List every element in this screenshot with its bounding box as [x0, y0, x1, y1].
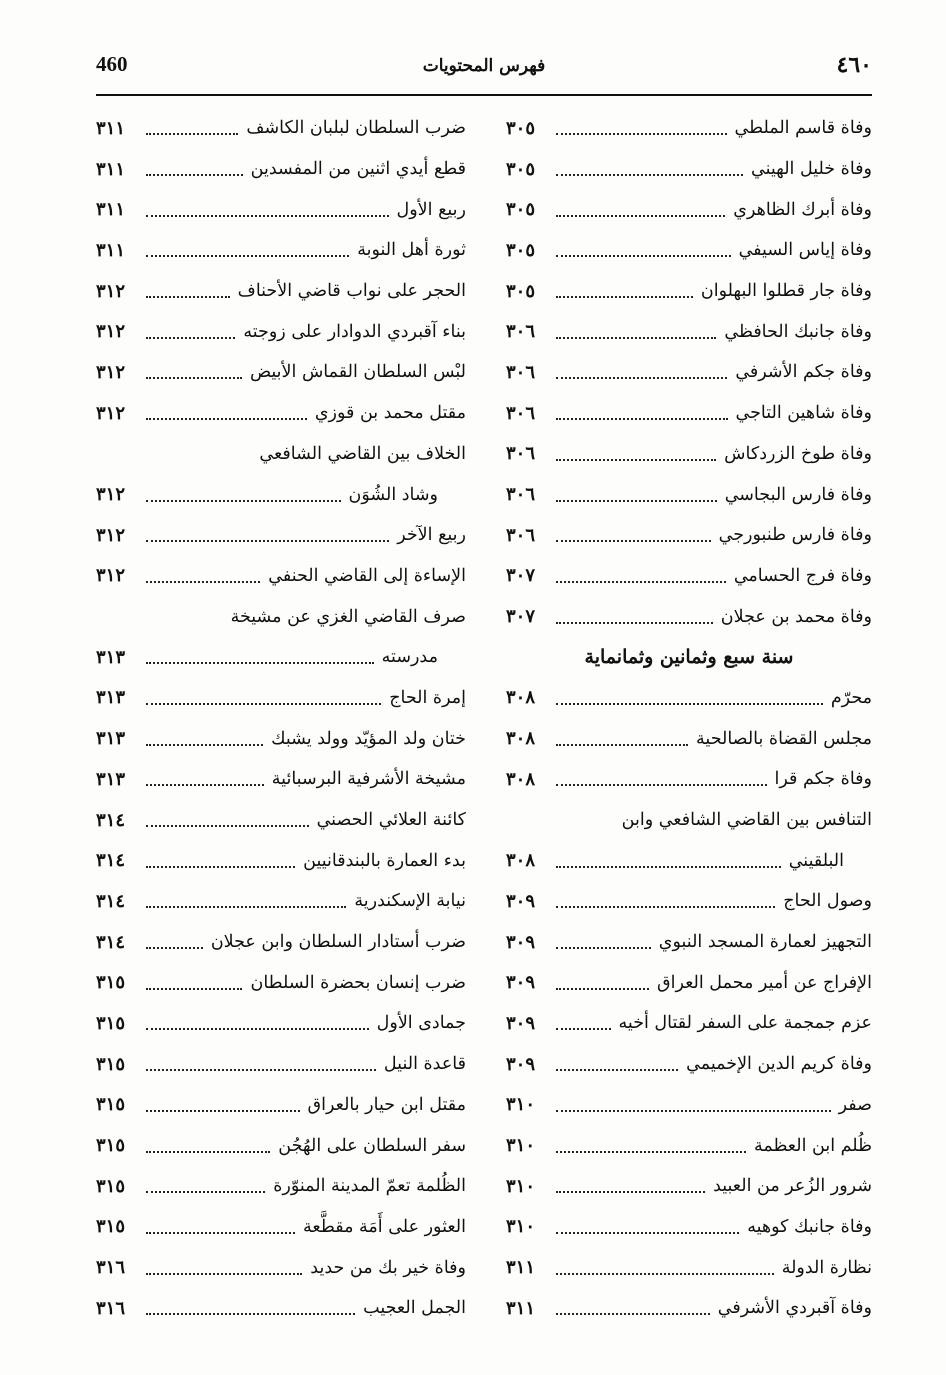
- entry-page-number: ٣٠٦: [506, 402, 536, 424]
- entry-title: سنة سبع وثمانين وثمانماية: [584, 646, 794, 669]
- toc-entry: [506, 596, 872, 637]
- toc-entry: [506, 556, 872, 597]
- toc-entry: [96, 311, 466, 352]
- entry-title: إمرة الحاج: [389, 687, 466, 708]
- entry-page-number: ٣١٥: [96, 972, 126, 994]
- toc-entry: [506, 1085, 872, 1126]
- entry-title: وفاة قاسم الملطي: [734, 118, 872, 139]
- dot-leader: [146, 296, 230, 298]
- toc-entry: [506, 352, 872, 393]
- entry-title: قاعدة النيل: [383, 1054, 466, 1075]
- entry-title: وفاة إياس السيفي: [738, 240, 872, 261]
- dot-leader: [556, 1028, 611, 1030]
- toc-entry: [96, 596, 466, 637]
- entry-title: مقتل ابن حيار بالعراق: [307, 1094, 466, 1115]
- dot-leader: [146, 215, 389, 217]
- entry-title: ضرب إنسان بحضرة السلطان: [250, 972, 466, 993]
- dot-leader: [146, 1232, 295, 1234]
- entry-title: وفاة خير بك من حديد: [310, 1257, 466, 1278]
- dot-leader: [146, 1028, 369, 1030]
- dot-leader: [556, 133, 727, 135]
- entry-title: ضرب السلطان لبلبان الكاشف: [246, 118, 466, 139]
- entry-page-number: ٣١٣: [96, 768, 126, 790]
- toc-column-right: [506, 108, 872, 1329]
- page-header: [96, 52, 872, 96]
- entry-title: سفر السلطان على الهُجُن: [278, 1135, 466, 1156]
- dot-leader: [146, 133, 238, 135]
- entry-page-number: ٣١٣: [96, 728, 126, 750]
- dot-leader: [556, 1313, 710, 1315]
- entry-title: وفاة فارس البجاسي: [724, 484, 872, 505]
- dot-leader: [556, 1191, 705, 1193]
- entry-title: مدرسته: [381, 647, 438, 668]
- entry-page-number: ٣٠٥: [506, 117, 536, 139]
- entry-title: صفر: [838, 1094, 872, 1115]
- toc-entry: [96, 637, 466, 678]
- entry-title: وشاد الشُوَن: [348, 484, 438, 505]
- dot-leader: [556, 744, 688, 746]
- entry-title: وصول الحاج: [783, 891, 872, 912]
- entry-title: وفاة خليل الهيني: [751, 159, 872, 180]
- toc-entry: [506, 271, 872, 312]
- toc-entry: [96, 1207, 466, 1248]
- entry-title: بناء آقبردي الدوادار على زوجته: [243, 321, 466, 342]
- entry-title: وفاة جانبك كوهيه: [747, 1216, 872, 1237]
- entry-title: ظُلم ابن العظمة: [753, 1135, 872, 1156]
- page-number-arabic: ٤٦٠: [836, 52, 872, 78]
- entry-title: ضرب أستادار السلطان وابن عجلان: [210, 932, 466, 953]
- entry-page-number: ٣٠٥: [506, 158, 536, 180]
- entry-title: ربيع الأول: [396, 199, 466, 220]
- entry-title: بدء العمارة بالبندقانيين: [303, 850, 466, 871]
- dot-leader: [556, 418, 728, 420]
- toc-entry: [96, 1247, 466, 1288]
- toc-entry: [96, 881, 466, 922]
- entry-page-number: ٣١٢: [96, 565, 126, 587]
- toc-entry: [506, 1125, 872, 1166]
- toc-entry: [506, 922, 872, 963]
- toc-entry: [506, 1247, 872, 1288]
- toc-entry: [96, 800, 466, 841]
- entry-page-number: ٣١٢: [96, 280, 126, 302]
- toc-entry: [96, 840, 466, 881]
- dot-leader: [146, 988, 242, 990]
- dot-leader: [146, 1273, 302, 1275]
- toc-column-left: [96, 108, 466, 1329]
- entry-title: نيابة الإسكندرية: [354, 891, 466, 912]
- toc-entry: [506, 474, 872, 515]
- toc-entry: [96, 352, 466, 393]
- dot-leader: [146, 1110, 300, 1112]
- entry-title: التنافس بين القاضي الشافعي وابن: [621, 810, 872, 831]
- entry-title: وفاة كريم الدين الإخميمي: [686, 1054, 872, 1075]
- entry-title: ثورة أهل النوبة: [357, 240, 466, 261]
- dot-leader: [556, 215, 725, 217]
- entry-page-number: ٣١٤: [96, 809, 126, 831]
- entry-title: مقتل محمد بن قوزي: [314, 403, 466, 424]
- entry-page-number: ٣٠٦: [506, 361, 536, 383]
- entry-title: ختان ولد المؤيّد وولد يشبك: [271, 728, 466, 749]
- entry-title: البلقيني: [788, 850, 844, 871]
- dot-leader: [556, 174, 743, 176]
- toc-entry: [506, 189, 872, 230]
- entry-page-number: ٣٠٩: [506, 1053, 536, 1075]
- toc-entry: [506, 1044, 872, 1085]
- dot-leader: [146, 744, 263, 746]
- dot-leader: [556, 1069, 678, 1071]
- entry-title: جمادى الأول: [376, 1013, 466, 1034]
- entry-page-number: ٣١٣: [96, 646, 126, 668]
- dot-leader: [556, 337, 716, 339]
- dot-leader: [146, 255, 349, 257]
- entry-page-number: ٣١٥: [96, 1175, 126, 1197]
- dot-leader: [556, 540, 711, 542]
- entry-title: ربيع الآخر: [397, 525, 466, 546]
- entry-page-number: ٣١٢: [96, 361, 126, 383]
- dot-leader: [146, 703, 381, 705]
- dot-leader: [556, 703, 823, 705]
- entry-page-number: ٣١٣: [96, 687, 126, 709]
- entry-page-number: ٣١٢: [96, 484, 126, 506]
- toc-entry: [96, 922, 466, 963]
- entry-page-number: ٣١١: [96, 117, 126, 139]
- dot-leader: [146, 906, 346, 908]
- entry-title: وفاة شاهين التاجي: [735, 403, 872, 424]
- entry-page-number: ٣٠٨: [506, 768, 536, 790]
- toc-entry: [506, 230, 872, 271]
- entry-page-number: ٣٠٩: [506, 931, 536, 953]
- entry-page-number: ٣١٠: [506, 1175, 536, 1197]
- entry-page-number: ٣٠٥: [506, 280, 536, 302]
- entry-title: قطع أيدي اثنين من المفسدين: [250, 159, 466, 180]
- entry-title: مشيخة الأشرفية البرسبائية: [271, 769, 466, 790]
- entry-page-number: ٣٠٨: [506, 728, 536, 750]
- toc-entry: [96, 271, 466, 312]
- toc-entry: [96, 393, 466, 434]
- dot-leader: [556, 500, 717, 502]
- toc-entry: [96, 1288, 466, 1329]
- entry-title: وفاة محمد بن عجلان: [720, 606, 872, 627]
- dot-leader: [556, 622, 713, 624]
- entry-page-number: ٣١٢: [96, 524, 126, 546]
- toc-entry: [96, 434, 466, 475]
- toc-entry: [506, 1288, 872, 1329]
- entry-page-number: ٣١٥: [96, 1053, 126, 1075]
- dot-leader: [146, 337, 235, 339]
- entry-page-number: ٣٠٩: [506, 972, 536, 994]
- dot-leader: [556, 581, 726, 583]
- entry-title: وفاة أبرك الظاهري: [733, 199, 872, 220]
- entry-title: الخلاف بين القاضي الشافعي: [259, 443, 466, 464]
- entry-page-number: ٣١١: [506, 1297, 536, 1319]
- toc-entry: [506, 311, 872, 352]
- entry-page-number: ٣١٤: [96, 850, 126, 872]
- dot-leader: [556, 906, 775, 908]
- entry-page-number: ٣١١: [96, 158, 126, 180]
- toc-entry: [96, 1125, 466, 1166]
- entry-page-number: ٣٠٩: [506, 890, 536, 912]
- dot-leader: [146, 662, 374, 664]
- toc-entry: [96, 1044, 466, 1085]
- entry-title: وفاة جانبك الحافظي: [724, 321, 872, 342]
- entry-title: التجهيز لعمارة المسجد النبوي: [658, 932, 872, 953]
- toc-entry: [506, 1003, 872, 1044]
- entry-page-number: ٣١١: [96, 239, 126, 261]
- entry-page-number: ٣١٥: [96, 1216, 126, 1238]
- entry-page-number: ٣١٢: [96, 321, 126, 343]
- toc-entry: [506, 759, 872, 800]
- entry-page-number: ٣٠٦: [506, 321, 536, 343]
- entry-page-number: ٣٠٨: [506, 687, 536, 709]
- toc-entry: [96, 189, 466, 230]
- dot-leader: [146, 540, 389, 542]
- running-title: فهرس المحتويات: [422, 56, 546, 76]
- toc-entry: [506, 515, 872, 556]
- dot-leader: [556, 1273, 774, 1275]
- dot-leader: [146, 1191, 265, 1193]
- dot-leader: [146, 1069, 376, 1071]
- dot-leader: [146, 174, 243, 176]
- entry-title: وفاة جكم قرا: [774, 769, 872, 790]
- entry-title: الحجر على نواب قاضي الأحناف: [237, 281, 466, 302]
- entry-page-number: ٣١٦: [96, 1297, 126, 1319]
- entry-title: محرّم: [830, 687, 872, 708]
- entry-title: لبْس السلطان القماش الأبيض: [249, 362, 466, 383]
- toc-entry: [96, 678, 466, 719]
- toc-entry: [96, 1085, 466, 1126]
- dot-leader: [556, 1110, 831, 1112]
- toc-entry: [506, 840, 872, 881]
- dot-leader: [556, 947, 651, 949]
- toc-entry: [96, 230, 466, 271]
- entry-page-number: ٣١٢: [96, 402, 126, 424]
- entry-page-number: ٣٠٧: [506, 565, 536, 587]
- entry-title: الجمل العجيب: [363, 1298, 466, 1319]
- entry-page-number: ٣١٦: [96, 1257, 126, 1279]
- dot-leader: [556, 296, 693, 298]
- entry-page-number: ٣١١: [506, 1257, 536, 1279]
- toc-entry: [96, 108, 466, 149]
- toc-entry: [506, 393, 872, 434]
- dot-leader: [146, 784, 264, 786]
- entry-title: شرور الزُعر من العبيد: [713, 1176, 872, 1197]
- toc-entry: [96, 515, 466, 556]
- entry-page-number: ٣١١: [96, 199, 126, 221]
- toc-entry: [506, 149, 872, 190]
- toc-entry: [506, 434, 872, 475]
- entry-page-number: ٣٠٩: [506, 1012, 536, 1034]
- entry-page-number: ٣٠٦: [506, 524, 536, 546]
- entry-page-number: ٣١٥: [96, 1012, 126, 1034]
- entry-title: العثور على أَمَة مقطَّعة: [303, 1216, 466, 1237]
- dot-leader: [146, 500, 341, 502]
- toc-entry: [506, 962, 872, 1003]
- entry-page-number: ٣١٥: [96, 1094, 126, 1116]
- dot-leader: [556, 988, 649, 990]
- dot-leader: [556, 1151, 746, 1153]
- dot-leader: [556, 377, 727, 379]
- dot-leader: [556, 784, 767, 786]
- entry-page-number: ٣٠٦: [506, 484, 536, 506]
- entry-title: الإساءة إلى القاضي الحنفي: [268, 565, 466, 586]
- entry-page-number: ٣١٠: [506, 1135, 536, 1157]
- dot-leader: [146, 866, 295, 868]
- entry-page-number: ٣٠٥: [506, 239, 536, 261]
- entry-title: صرف القاضي الغزي عن مشيخة: [230, 606, 466, 627]
- dot-leader: [556, 255, 731, 257]
- entry-title: نظارة الدولة: [781, 1257, 872, 1278]
- dot-leader: [146, 825, 309, 827]
- entry-title: وفاة جكم الأشرفي: [735, 362, 872, 383]
- year-heading: [506, 637, 872, 678]
- entry-page-number: ٣٠٨: [506, 850, 536, 872]
- entry-page-number: ٣١٠: [506, 1094, 536, 1116]
- entry-title: وفاة فارس طنبورجي: [718, 525, 872, 546]
- entry-title: وفاة جار قطلوا البهلوان: [700, 281, 872, 302]
- toc-entry: [506, 108, 872, 149]
- dot-leader: [146, 581, 260, 583]
- toc-entry: [506, 1166, 872, 1207]
- toc-entry: [96, 556, 466, 597]
- dot-leader: [556, 1232, 739, 1234]
- dot-leader: [556, 459, 716, 461]
- dot-leader: [146, 418, 307, 420]
- dot-leader: [146, 377, 242, 379]
- toc-entry: [506, 1207, 872, 1248]
- dot-leader: [146, 947, 203, 949]
- toc-entry: [506, 718, 872, 759]
- entry-title: عزم جمجمة على السفر لقتال أخيه: [618, 1013, 872, 1034]
- entry-title: وفاة طوخ الزردكاش: [724, 443, 872, 464]
- entry-page-number: ٣١٤: [96, 931, 126, 953]
- toc-entry: [506, 881, 872, 922]
- entry-page-number: ٣١٤: [96, 890, 126, 912]
- entry-page-number: ٣٠٦: [506, 443, 536, 465]
- entry-title: وفاة آقبردي الأشرفي: [717, 1298, 872, 1319]
- toc-entry: [96, 149, 466, 190]
- dot-leader: [146, 1151, 270, 1153]
- entry-page-number: ٣٠٧: [506, 606, 536, 628]
- dot-leader: [556, 866, 781, 868]
- entry-page-number: ٣٠٥: [506, 199, 536, 221]
- toc-entry: [96, 1003, 466, 1044]
- toc-entry: [96, 759, 466, 800]
- page-number-latin: 460: [96, 52, 128, 76]
- entry-title: مجلس القضاة بالصالحية: [696, 728, 872, 749]
- toc-entry: [506, 678, 872, 719]
- entry-title: الإفراج عن أمير محمل العراق: [657, 972, 872, 993]
- entry-title: كائنة العلائي الحصني: [316, 810, 466, 831]
- entry-title: الظُلمة تعمّ المدينة المنوّرة: [273, 1176, 466, 1197]
- toc-entry: [96, 474, 466, 515]
- toc-entry: [96, 1166, 466, 1207]
- dot-leader: [146, 1313, 355, 1315]
- toc-entry: [506, 800, 872, 841]
- entry-page-number: ٣١٠: [506, 1216, 536, 1238]
- entry-page-number: ٣١٥: [96, 1135, 126, 1157]
- toc-entry: [96, 718, 466, 759]
- toc-entry: [96, 962, 466, 1003]
- entry-title: وفاة فرج الحسامي: [733, 565, 872, 586]
